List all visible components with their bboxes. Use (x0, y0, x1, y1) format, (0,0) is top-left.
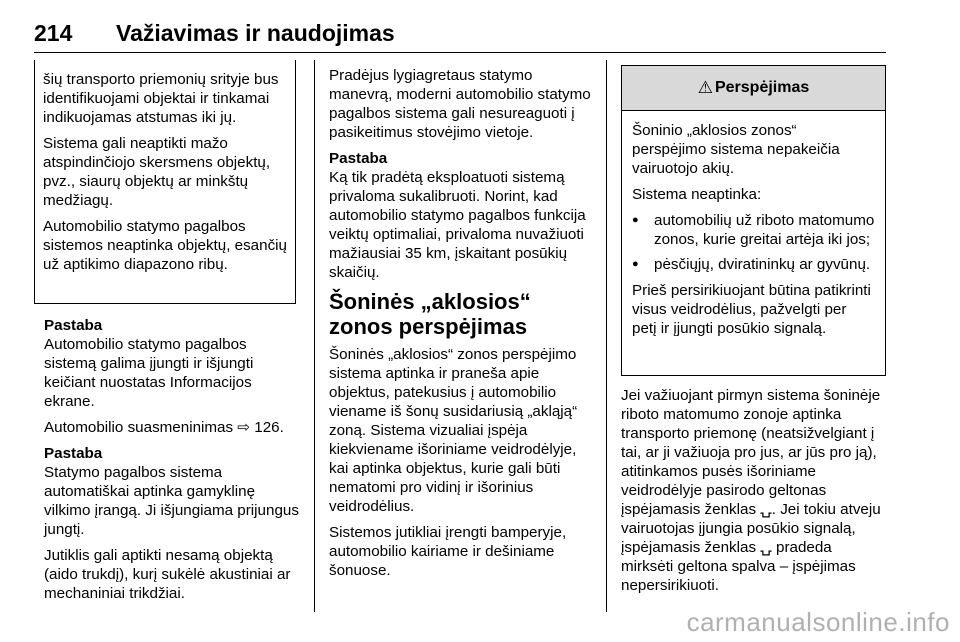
note-text: Ką tik pradėtą eksploatuoti sistemą privaloma sukalibruoti. Norint, kad automobilio statymo pagalbos funkcija veiktų optimaliai, privaloma nuvažiuoti mažiausiai 35 km, įskaitant posūkių skaičių. (329, 169, 586, 281)
paragraph: Jei važiuojant pirmyn sistema šoninėje riboto matomumo zonoje aptinka transporto priemonę (neatsižvelgiant į tai, ar ji važiuoja pro jus, ar jūs pro ją), atitinkamos pusės išoriniame veidrodėlyje pasirodo geltonas įspėjamasis ženklas ⍽. Jei tokiu atveju vairuotojas įjungia posūkio signalą, įspėjamasis ženklas ⍽ pradeda mirksėti geltona spalva – įspėjimas nepersirikiuoti. (621, 387, 881, 594)
cross-reference[interactable]: Automobilio suasmeninimas ⇨ 126. (44, 419, 284, 436)
box-paragraph: Sistema gali neaptikti mažo atspindinčiojo skersmens objektų, pvz., siaurų objektų ar minkštų medžiagų. (43, 135, 271, 209)
warning-paragraph: Sistema neaptinka: (632, 186, 762, 203)
note-label: Pastaba (44, 445, 103, 462)
list-item: ● automobilių už riboto matomumo zonos, kurie greitai artėja iki jos; (632, 211, 875, 249)
note-text: Statymo pagalbos sistema automatiškai aptinka gamyklinę vilkimo įrangą. Ji išjungiama prijungus jungtį. (44, 464, 299, 538)
paragraph: Sistemos jutikliai įrengti bamperyje, automobilio kairiame ir dešiniame šonuose. (329, 524, 567, 579)
chapter-title: Važiavimas ir naudojimas (116, 20, 395, 46)
column-divider-1 (314, 60, 315, 612)
warning-paragraph: Šoninio „aklosios zonos“ perspėjimo sistema nepakeičia vairuotojo akių. (632, 122, 840, 177)
warning-triangle-icon: ⚠ (697, 78, 713, 97)
column-3 (621, 386, 886, 602)
list-item: ● pėsčiųjų, dviratininkų ar gyvūnų. (632, 255, 875, 274)
note-text: Automobilio statymo pagalbos sistemą galima įjungti ir išjungti keičiant nuostatas Informacijos ekrane. (44, 336, 254, 410)
paragraph: Šoninės „aklosios“ zonos perspėjimo sistema aptinka ir praneša apie objektus, patekusius į automobilio viename iš šonų susidariusią „akląją“ zoną. Sistema vizualiai įspėja kiekviename išoriniame veidrodėlyje, kai aptinka objektus, kurie gali būti nematomi pro vidinį ir išorinius veidrodėlius. (329, 346, 578, 515)
note-label: Pastaba (329, 150, 388, 167)
column-1 (44, 316, 300, 610)
note-label: Pastaba (44, 317, 103, 334)
warning-header (622, 66, 885, 111)
column-divider-2 (606, 60, 607, 612)
paragraph: Jutiklis gali aptikti nesamą objektą (aido trukdį), kurį sukėlė akustiniai ar mechaniniai trikdžiai. (44, 547, 291, 602)
warning-paragraph: Prieš persirikiuojant būtina patikrinti visus veidrodėlius, pažvelgti per petį ir įjungti posūkio signalą. (632, 282, 871, 337)
page-header (34, 16, 886, 53)
box-paragraph: šių transporto priemonių srityje bus identifikuojami objektai ir tinkamai indikuojamas atstumas iki jų. (43, 71, 279, 126)
watermark: carmanualsonline.info (686, 607, 950, 637)
continued-note-box (34, 60, 296, 304)
section-heading: Šoninės „aklosios“ zonos perspėjimas (329, 289, 531, 339)
warning-list (632, 211, 875, 274)
warning-title: Perspėjimas (714, 79, 810, 96)
box-paragraph: Automobilio statymo pagalbos sistemos neaptinka objektų, esančių už aptikimo diapazono ribų. (43, 218, 287, 273)
column-2 (329, 66, 591, 587)
page-number: 214 (34, 20, 73, 46)
paragraph: Pradėjus lygiagretaus statymo manevrą, moderni automobilio statymo pagalbos sistema gali nesureaguoti į pasikeitimus stovėjimo vietoje. (329, 67, 591, 141)
warning-box (621, 65, 886, 376)
